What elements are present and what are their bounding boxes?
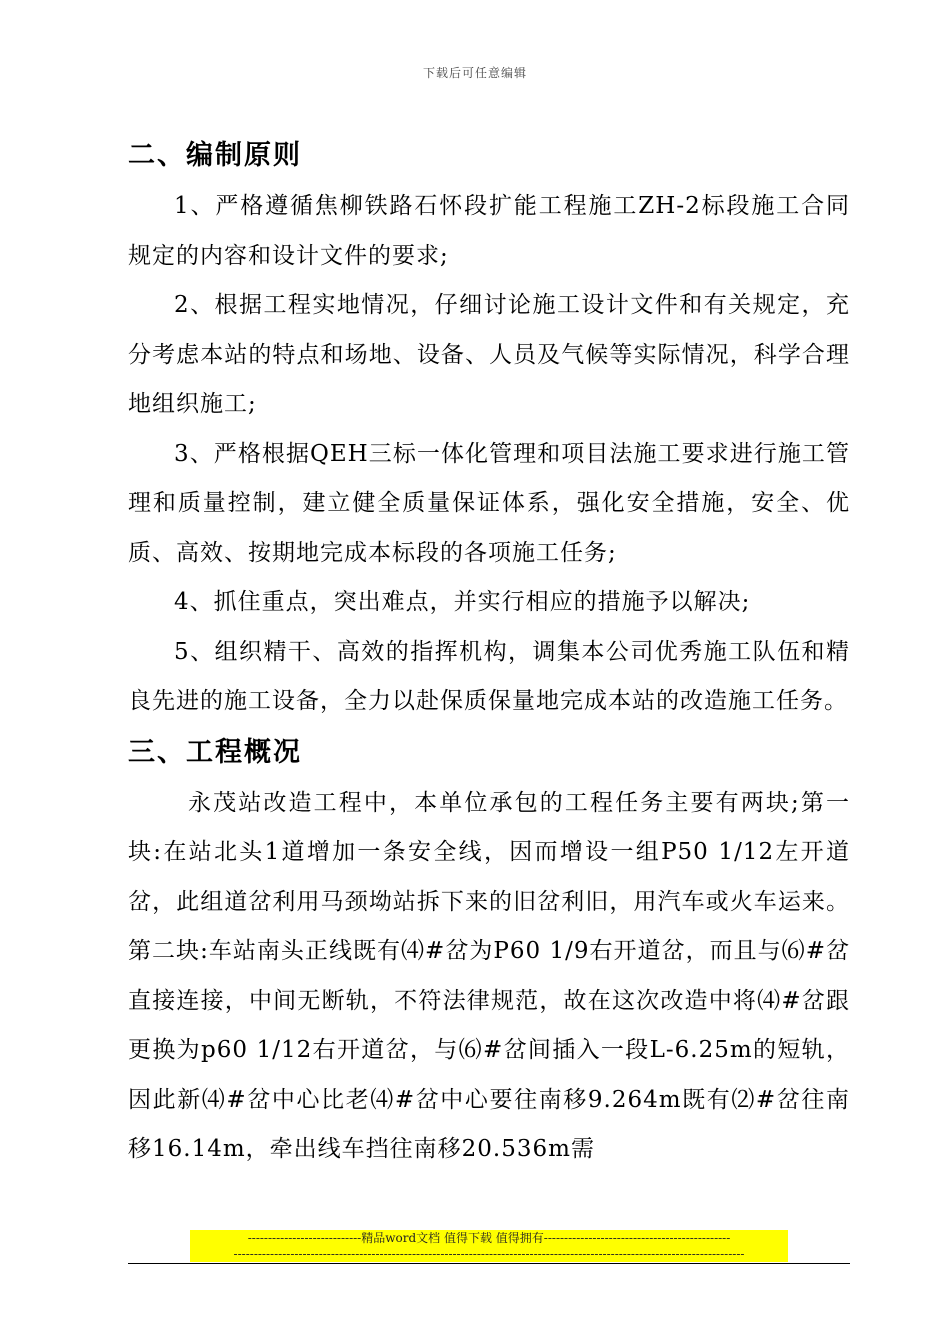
- footer-line-2: ------------------------------------------------------------------------------------------------------------------------------: [233, 1247, 745, 1261]
- document-body: [128, 130, 850, 1175]
- section-heading-principles: 二、编制原则: [128, 140, 302, 171]
- section-heading-overview: 三、工程概况: [128, 736, 302, 768]
- principle-item: 4、抓住重点，突出难点，并实行相应的措施予以解决;: [174, 589, 751, 615]
- principle-item: 1、严格遵循焦柳铁路石怀段扩能工程施工ZH-2标段施工合同规定的内容和设计文件的要求;: [128, 193, 850, 269]
- principle-item: 3、严格根据QEH三标一体化管理和项目法施工要求进行施工管理和质量控制，建立健全质量保证体系，强化安全措施，安全、优质、高效、按期地完成本标段的各项施工任务;: [128, 440, 850, 566]
- page-header: 下载后可任意编辑: [422, 66, 527, 80]
- footer-line-1: ----------------------------精品word文档 值得下载 值得拥有----------------------------------------------: [247, 1231, 731, 1245]
- overview-paragraph: 永茂站改造工程中，本单位承包的工程任务主要有两块;第一块:在站北头1道增加一条安全线，因而增设一组P50 1/12左开道岔，此组道岔利用马颈坳站拆下来的旧岔利旧，用汽车或火车运来。第二块:车站南头正线既有⑷#岔为P60 1/9右开道岔，而且与⑹#岔直接连接，中间无断轨，不符法律规范，故在这次改造中将⑷#岔跟更换为p60 1/12右开道岔，与⑹#岔间插入一段L-6.25m的短轨，因此新⑷#岔中心比老⑷#岔中心要往南移9.264m既有⑵#岔往南移16.14m，牵出线车挡往南移20.536m需: [128, 789, 850, 1162]
- footer-banner: [190, 1230, 788, 1262]
- principle-item: 2、根据工程实地情况，仔细讨论施工设计文件和有关规定，充分考虑本站的特点和场地、设备、人员及气候等实际情况，科学合理地组织施工;: [128, 292, 850, 417]
- footer-divider: [128, 1263, 850, 1264]
- principle-item: 5、组织精干、高效的指挥机构，调集本公司优秀施工队伍和精良先进的施工设备，全力以赴保质保量地完成本站的改造施工任务。: [128, 638, 850, 714]
